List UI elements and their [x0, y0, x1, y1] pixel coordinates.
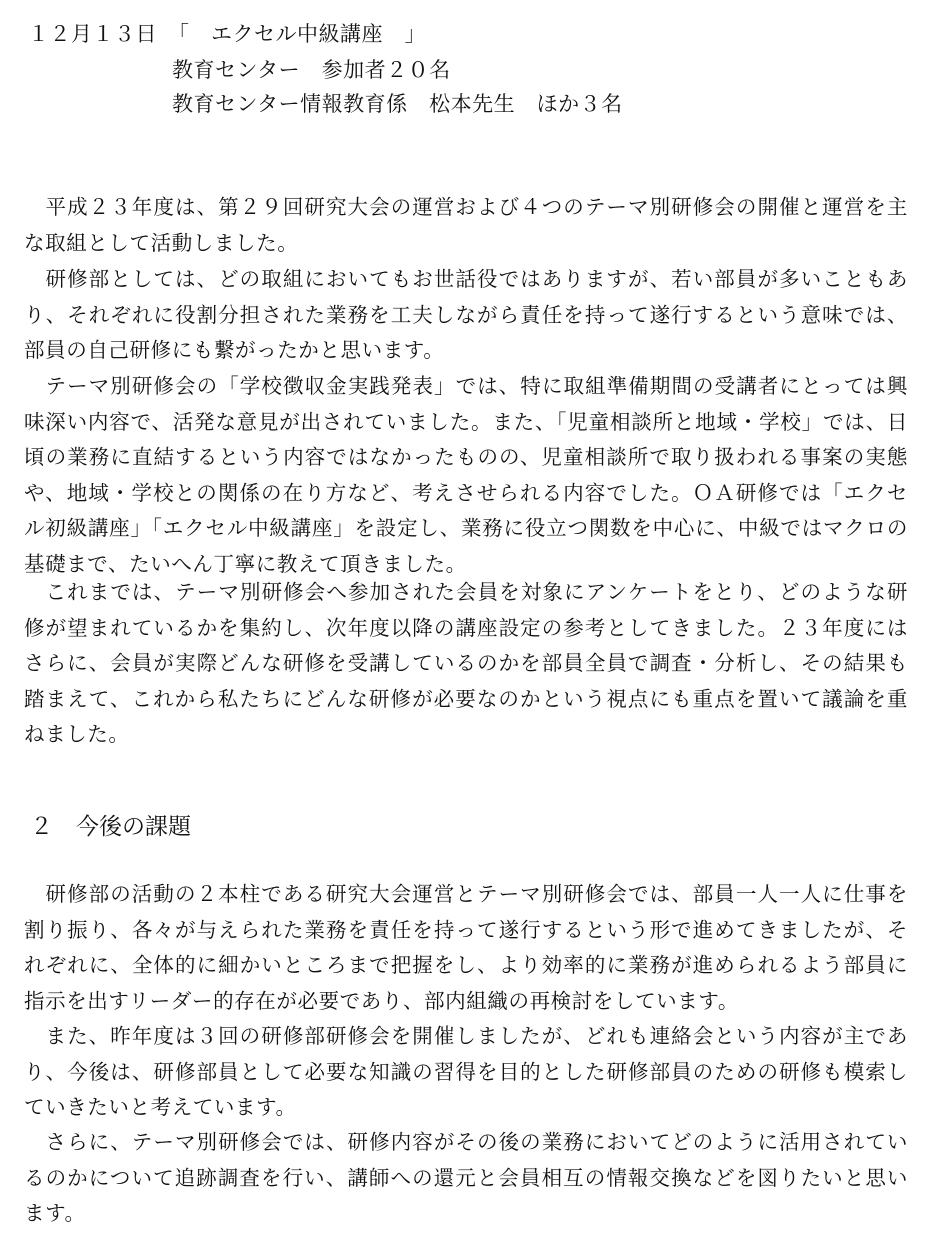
event-venue-line: 教育センター 参加者２０名 — [172, 58, 451, 82]
issues-paragraph-1: 研修部の活動の２本柱である研究大会運営とテーマ別研修会では、部員一人一人に仕事を割り振り、各々が与えられた業務を責任を持って遂行するという形で進めてきましたが、それぞれに、全体的に細かいところまで把握をし、より効率的に業務が進められるよう部員に指示を出すリーダー的存在が必要であり、部内組織の再検討をしています。 — [24, 882, 908, 1013]
summary-paragraph-4: これまでは、テーマ別研修会へ参加された会員を対象にアンケートをとり、どのような研修が望まれているかを集約し、次年度以降の講座設定の参考としてきました。２３年度にはさらに、会員が実際どんな研修を受講しているのかを部員全員で調査・分析し、その結果も踏まえて、これから私たちにどんな研修が必要なのかという視点にも重点を置いて議論を重ねました。 — [24, 580, 908, 746]
section-title: 今後の課題 — [76, 814, 191, 840]
event-title-line: １２月１３日 「 エクセル中級講座 」 — [28, 22, 426, 46]
issues-paragraph-2: また、昨年度は３回の研修部研修会を開催しましたが、どれも連絡会という内容が主であり、今後は、研修部員として必要な知識の習得を目的とした研修部員のための研修も模索していきたいと考えています。 — [24, 1024, 908, 1119]
section-number: ２ — [30, 814, 53, 840]
summary-paragraph-1: 平成２３年度は、第２９回研究大会の運営および４つのテーマ別研修会の開催と運営を主な取組として活動しました。 — [24, 195, 908, 255]
summary-paragraph-3: テーマ別研修会の「学校徴収金実践発表」では、特に取組準備期間の受講者にとっては興味深い内容で、活発な意見が出されていました。また、「児童相談所と地域・学校」では、日頃の業務に直結するという内容ではなかったものの、児童相談所で取り扱われる事案の実態や、地域・学校との関係の在り方など、考えさせられる内容でした。ＯＡ研修では「エクセル初級講座」「エクセル中級講座」を設定し、業務に役立つ関数を中心に、中級ではマクロの基礎まで、たいへん丁寧に教えて頂きました。 — [24, 374, 908, 576]
section-heading — [30, 812, 191, 842]
issues-paragraph-3: さらに、テーマ別研修会では、研修内容がその後の業務においてどのように活用されているのかについて追跡調査を行い、講師への還元と会員相互の情報交換などを図りたいと思います。 — [24, 1130, 908, 1225]
summary-paragraph-2: 研修部としては、どの取組においてもお世話役ではありますが、若い部員が多いこともあり、それぞれに役割分担された業務を工夫しながら責任を持って遂行するという意味では、部員の自己研修にも繋がったかと思います。 — [24, 267, 908, 362]
event-instructor-line: 教育センター情報教育係 松本先生 ほか３名 — [172, 92, 623, 116]
